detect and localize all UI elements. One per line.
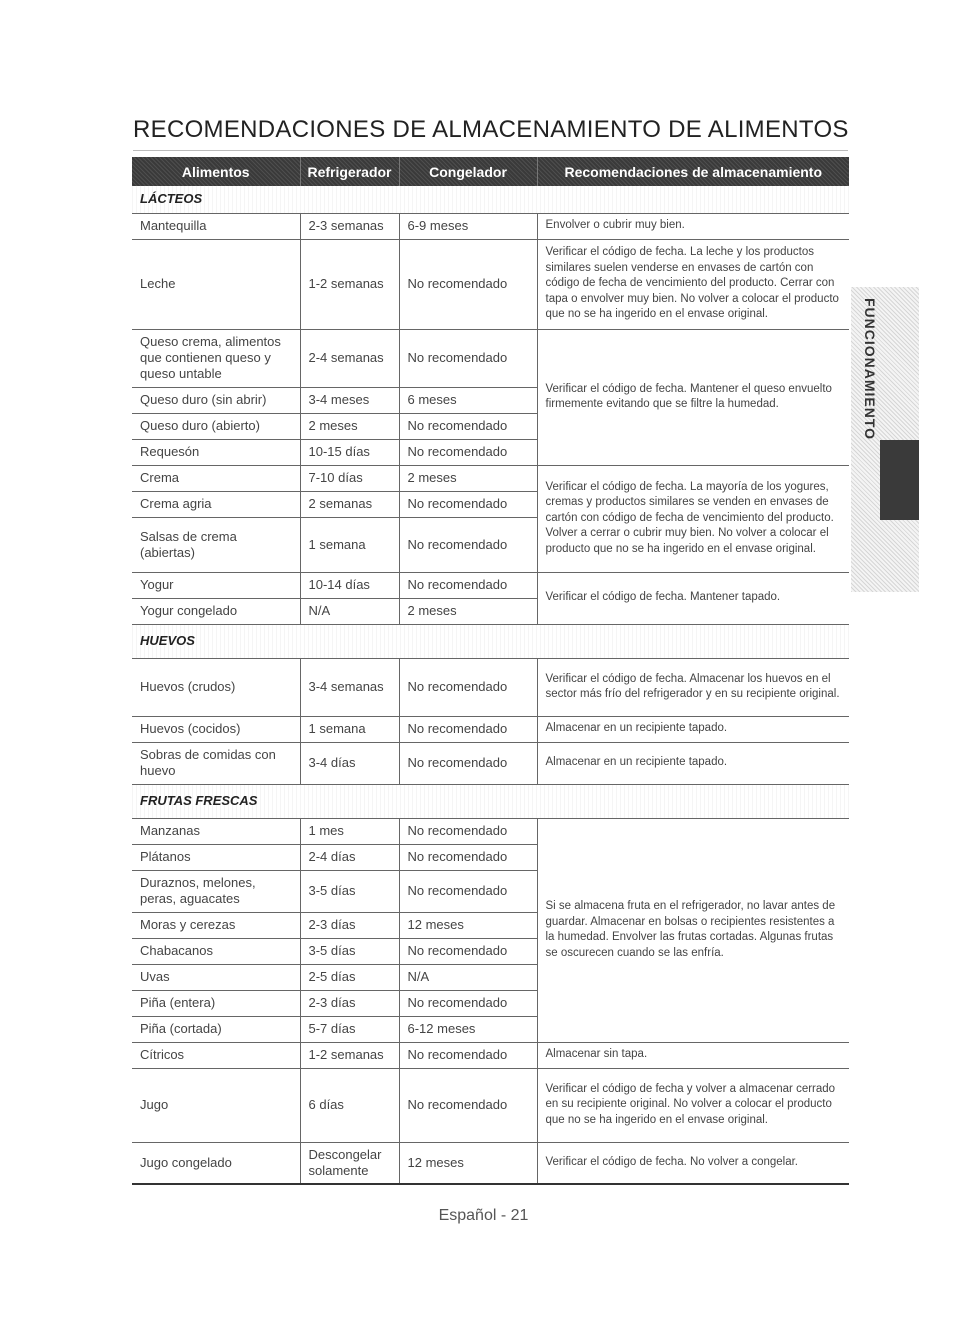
food-name: Huevos (cocidos) [132,716,300,742]
freezer-time: No recomendado [399,239,537,329]
fridge-time: 1 semana [300,716,399,742]
table-row [132,329,849,387]
table-row [132,742,849,784]
freezer-time: No recomendado [399,870,537,912]
fridge-time: 2-4 días [300,844,399,870]
table-row [132,658,849,716]
table-row [132,572,849,598]
fridge-time: 3-5 días [300,870,399,912]
fridge-time: 1-2 semanas [300,1042,399,1068]
table-row [132,1142,849,1184]
table-row [132,239,849,329]
section-frutas [132,784,849,818]
freezer-time: No recomendado [399,938,537,964]
freezer-time: No recomendado [399,491,537,517]
fridge-time: 3-4 meses [300,387,399,413]
fridge-time: 2 meses [300,413,399,439]
fridge-time: 1-2 semanas [300,239,399,329]
fridge-time: N/A [300,598,399,624]
freezer-time: No recomendado [399,329,537,387]
section-huevos [132,624,849,658]
food-name: Uvas [132,964,300,990]
storage-note: Verificar el código de fecha. Almacenar los huevos en el sector más frío del refrigerador y en su recipiente original. [537,658,849,716]
table-header [132,157,849,186]
fridge-time: 1 semana [300,517,399,572]
freezer-time: 2 meses [399,465,537,491]
storage-note: Almacenar en un recipiente tapado. [537,716,849,742]
food-name: Piña (entera) [132,990,300,1016]
food-name: Plátanos [132,844,300,870]
storage-note: Almacenar sin tapa. [537,1042,849,1068]
section-title: HUEVOS [132,624,849,658]
freezer-time: 12 meses [399,1142,537,1184]
food-name: Sobras de comidas con huevo [132,742,300,784]
storage-note: Verificar el código de fecha. Mantener tapado. [537,572,849,624]
storage-note: Verificar el código de fecha. No volver a congelar. [537,1142,849,1184]
table-row [132,1068,849,1142]
header-recomendaciones: Recomendaciones de almacenamiento [537,157,849,186]
table-row [132,465,849,491]
food-name: Chabacanos [132,938,300,964]
freezer-time: No recomendado [399,517,537,572]
fridge-time: 2-3 días [300,912,399,938]
food-name: Cítricos [132,1042,300,1068]
fridge-time: 7-10 días [300,465,399,491]
food-name: Queso duro (sin abrir) [132,387,300,413]
fridge-time: 2-3 días [300,990,399,1016]
fridge-time: 5-7 días [300,1016,399,1042]
food-name: Crema agria [132,491,300,517]
table-row [132,213,849,239]
fridge-time: 3-5 días [300,938,399,964]
fridge-time: 3-4 semanas [300,658,399,716]
storage-note: Verificar el código de fecha. Mantener el queso envuelto firmemente evitando que se filtre la humedad. [537,329,849,465]
storage-note: Verificar el código de fecha. La mayoría de los yogures, cremas y productos similares se venden en envases de cartón con código de fecha de vencimiento del producto. Volver a cerrar o cubrir muy bien. No volver a colocar el producto que no se ha ingerido en el envase original. [537,465,849,572]
fridge-time: 2 semanas [300,491,399,517]
freezer-time: No recomendado [399,572,537,598]
freezer-time: No recomendado [399,439,537,465]
fridge-time: 2-4 semanas [300,329,399,387]
food-name: Salsas de crema (abiertas) [132,517,300,572]
fridge-time: 10-14 días [300,572,399,598]
table-row [132,1042,849,1068]
freezer-time: No recomendado [399,658,537,716]
header-congelador: Congelador [399,157,537,186]
freezer-time: N/A [399,964,537,990]
header-alimentos: Alimentos [132,157,300,186]
freezer-time: No recomendado [399,716,537,742]
freezer-time: No recomendado [399,818,537,844]
freezer-time: 6-9 meses [399,213,537,239]
freezer-time: No recomendado [399,844,537,870]
food-name: Crema [132,465,300,491]
food-name: Yogur congelado [132,598,300,624]
fridge-time: 10-15 días [300,439,399,465]
fridge-time: Descongelar solamente [300,1142,399,1184]
fridge-time: 6 días [300,1068,399,1142]
food-name: Piña (cortada) [132,1016,300,1042]
page-number: Español - 21 [438,1207,529,1224]
freezer-time: 2 meses [399,598,537,624]
food-name: Queso crema, alimentos que contienen queso y queso untable [132,329,300,387]
page-title: RECOMENDACIONES DE ALMACENAMIENTO DE ALIMENTOS [133,116,848,151]
freezer-time: No recomendado [399,1068,537,1142]
fridge-time: 2-5 días [300,964,399,990]
food-name: Moras y cerezas [132,912,300,938]
freezer-time: 6 meses [399,387,537,413]
section-lacteos [132,186,849,213]
food-name: Huevos (crudos) [132,658,300,716]
food-name: Mantequilla [132,213,300,239]
food-name: Yogur [132,572,300,598]
food-name: Queso duro (abierto) [132,413,300,439]
food-name: Manzanas [132,818,300,844]
section-title: FRUTAS FRESCAS [132,784,849,818]
freezer-time: No recomendado [399,1042,537,1068]
storage-note: Verificar el código de fecha. La leche y los productos similares suelen venderse en envases de cartón con código de fecha de vencimiento del producto. Cerrar con tapa o envolver muy bien. No volver a colocar el producto que no se ha ingerido en el envase original. [537,239,849,329]
freezer-time: No recomendado [399,990,537,1016]
freezer-time: 6-12 meses [399,1016,537,1042]
freezer-time: No recomendado [399,413,537,439]
header-refrigerador: Refrigerador [300,157,399,186]
food-storage-table [132,157,849,1185]
fridge-time: 3-4 días [300,742,399,784]
fridge-time: 1 mes [300,818,399,844]
storage-note: Si se almacena fruta en el refrigerador, no lavar antes de guardar. Almacenar en bolsas o recipientes resistentes a la humedad. Envolver las frutas cortadas. Algunas frutas se oscurecen cuando se las enfría. [537,818,849,1042]
food-name: Leche [132,239,300,329]
food-name: Duraznos, melones, peras, aguacates [132,870,300,912]
side-tab-marker [880,440,919,520]
storage-note: Envolver o cubrir muy bien. [537,213,849,239]
side-tab-label: FUNCIONAMIENTO [862,298,878,441]
freezer-time: No recomendado [399,742,537,784]
table-row [132,818,849,844]
storage-note: Verificar el código de fecha y volver a almacenar cerrado en su recipiente original. No volver a colocar el producto que no se ha ingerido en el envase original. [537,1068,849,1142]
table-row [132,716,849,742]
food-name: Jugo [132,1068,300,1142]
food-name: Jugo congelado [132,1142,300,1184]
storage-note: Almacenar en un recipiente tapado. [537,742,849,784]
fridge-time: 2-3 semanas [300,213,399,239]
freezer-time: 12 meses [399,912,537,938]
section-title: LÁCTEOS [132,186,849,213]
food-name: Requesón [132,439,300,465]
